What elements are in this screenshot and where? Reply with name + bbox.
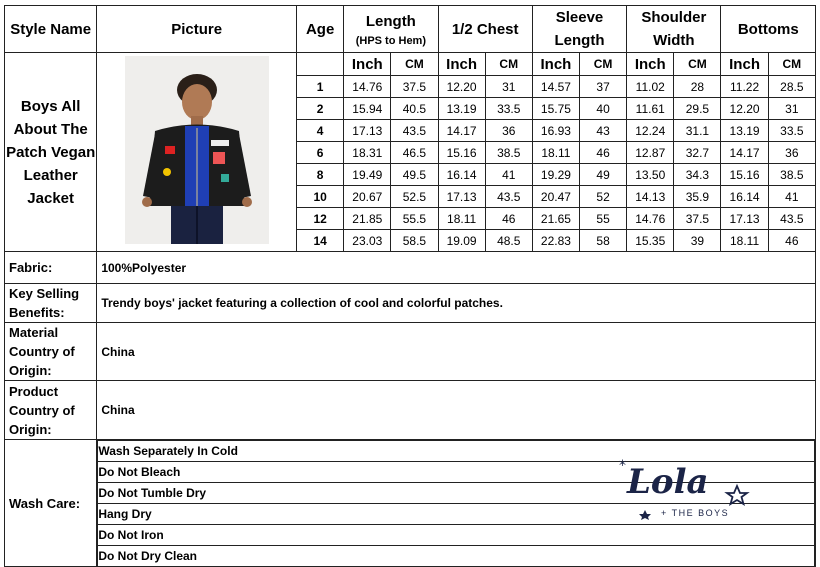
bottoms-cm: 33.5 <box>768 120 815 142</box>
shoulder-cm: 37.5 <box>674 208 721 230</box>
chest-inch: 16.14 <box>438 164 485 186</box>
chest-inch: 13.19 <box>438 98 485 120</box>
header-half-chest: 1/2 Chest <box>438 6 532 53</box>
sleeve-inch: 21.65 <box>532 208 579 230</box>
shoulder-inch: 14.13 <box>627 186 674 208</box>
sleeve-inch: 14.57 <box>532 76 579 98</box>
benefits-label: Key Selling Benefits: <box>5 284 97 323</box>
length-inch: 17.13 <box>344 120 391 142</box>
header-length <box>344 6 438 53</box>
shoulder-inch-unit: Inch <box>627 53 674 76</box>
length-cm: 58.5 <box>391 230 438 252</box>
lola-brand-logo <box>613 456 753 526</box>
chest-cm: 38.5 <box>485 142 532 164</box>
fabric-value: 100%Polyester <box>97 252 816 284</box>
bottoms-inch: 15.16 <box>721 164 768 186</box>
bottoms-cm: 46 <box>768 230 815 252</box>
length-inch: 20.67 <box>344 186 391 208</box>
shoulder-inch: 14.76 <box>627 208 674 230</box>
sleeve-inch: 18.11 <box>532 142 579 164</box>
bottoms-inch: 12.20 <box>721 98 768 120</box>
product-picture <box>97 53 297 252</box>
sleeve-inch-unit: Inch <box>532 53 579 76</box>
length-cm: 55.5 <box>391 208 438 230</box>
age-cell: 8 <box>297 164 344 186</box>
header-length-sub: (HPS to Hem) <box>355 35 426 47</box>
sleeve-inch: 16.93 <box>532 120 579 142</box>
header-style-name: Style Name <box>5 6 97 53</box>
header-shoulder: Shoulder Width <box>627 6 721 53</box>
age-cell: 10 <box>297 186 344 208</box>
header-sleeve: Sleeve Length <box>532 6 626 53</box>
style-name: Boys All About The Patch Vegan Leather Jacket <box>5 53 97 252</box>
length-cm: 37.5 <box>391 76 438 98</box>
sleeve-cm: 52 <box>580 186 627 208</box>
chest-cm: 43.5 <box>485 186 532 208</box>
chest-inch: 18.11 <box>438 208 485 230</box>
chest-cm-unit: CM <box>485 53 532 76</box>
shoulder-cm: 31.1 <box>674 120 721 142</box>
shoulder-cm-unit: CM <box>674 53 721 76</box>
bottoms-cm-unit: CM <box>768 53 815 76</box>
wash-item: Do Not Dry Clean <box>98 546 815 567</box>
header-picture: Picture <box>97 6 297 53</box>
sleeve-inch: 15.75 <box>532 98 579 120</box>
header-length-label: Length <box>365 13 416 30</box>
wash-care-label: Wash Care: <box>5 440 97 567</box>
bottoms-inch: 14.17 <box>721 142 768 164</box>
length-inch: 21.85 <box>344 208 391 230</box>
shoulder-inch: 11.02 <box>627 76 674 98</box>
header-age: Age <box>297 6 344 53</box>
bottoms-inch-unit: Inch <box>721 53 768 76</box>
wash-item: Hang Dry <box>98 504 815 525</box>
length-cm: 46.5 <box>391 142 438 164</box>
chest-cm: 46 <box>485 208 532 230</box>
chest-inch: 12.20 <box>438 76 485 98</box>
sleeve-cm: 58 <box>580 230 627 252</box>
shoulder-cm: 35.9 <box>674 186 721 208</box>
product-origin-label: Product Country of Origin: <box>5 381 97 440</box>
sleeve-inch: 22.83 <box>532 230 579 252</box>
sleeve-cm: 40 <box>580 98 627 120</box>
product-origin-value: China <box>97 381 816 440</box>
length-inch: 19.49 <box>344 164 391 186</box>
boy-jacket-photo-icon <box>125 56 269 244</box>
size-spec-sheet <box>4 5 816 563</box>
shoulder-inch: 13.50 <box>627 164 674 186</box>
bottoms-cm: 31 <box>768 98 815 120</box>
bottoms-inch: 16.14 <box>721 186 768 208</box>
chest-cm: 48.5 <box>485 230 532 252</box>
sleeve-cm: 37 <box>580 76 627 98</box>
shoulder-inch: 12.87 <box>627 142 674 164</box>
spec-table <box>4 5 816 567</box>
svg-text:*: * <box>619 458 626 474</box>
chest-inch: 17.13 <box>438 186 485 208</box>
sleeve-cm: 55 <box>580 208 627 230</box>
bottoms-inch: 17.13 <box>721 208 768 230</box>
bottoms-cm: 38.5 <box>768 164 815 186</box>
wash-item: Do Not Bleach <box>98 462 815 483</box>
length-inch-unit: Inch <box>344 53 391 76</box>
bottoms-cm: 43.5 <box>768 208 815 230</box>
age-cell: 4 <box>297 120 344 142</box>
length-inch: 23.03 <box>344 230 391 252</box>
wash-item: Wash Separately In Cold <box>98 441 815 462</box>
length-cm: 40.5 <box>391 98 438 120</box>
material-origin-label: Material Country of Origin: <box>5 323 97 381</box>
fabric-label: Fabric: <box>5 252 97 284</box>
logo-tagline: + THE BOYS <box>661 508 730 518</box>
sleeve-cm-unit: CM <box>580 53 627 76</box>
shoulder-inch: 12.24 <box>627 120 674 142</box>
bottoms-inch: 18.11 <box>721 230 768 252</box>
length-inch: 15.94 <box>344 98 391 120</box>
chest-cm: 41 <box>485 164 532 186</box>
material-origin-value: China <box>97 323 816 381</box>
sleeve-cm: 49 <box>580 164 627 186</box>
age-cell: 14 <box>297 230 344 252</box>
bottoms-cm: 36 <box>768 142 815 164</box>
sleeve-cm: 46 <box>580 142 627 164</box>
sleeve-inch: 19.29 <box>532 164 579 186</box>
chest-cm: 31 <box>485 76 532 98</box>
chest-inch: 14.17 <box>438 120 485 142</box>
bottoms-cm: 41 <box>768 186 815 208</box>
chest-inch: 19.09 <box>438 230 485 252</box>
chest-inch: 15.16 <box>438 142 485 164</box>
length-cm: 43.5 <box>391 120 438 142</box>
logo-brand-text: Lola <box>627 462 709 502</box>
shoulder-cm: 39 <box>674 230 721 252</box>
shoulder-inch: 11.61 <box>627 98 674 120</box>
age-unit-empty <box>297 53 344 76</box>
wash-item: Do Not Iron <box>98 525 815 546</box>
length-cm: 52.5 <box>391 186 438 208</box>
age-cell: 2 <box>297 98 344 120</box>
age-cell: 12 <box>297 208 344 230</box>
length-inch: 14.76 <box>344 76 391 98</box>
shoulder-inch: 15.35 <box>627 230 674 252</box>
sleeve-cm: 43 <box>580 120 627 142</box>
length-cm-unit: CM <box>391 53 438 76</box>
age-cell: 6 <box>297 142 344 164</box>
length-inch: 18.31 <box>344 142 391 164</box>
chest-cm: 33.5 <box>485 98 532 120</box>
age-cell: 1 <box>297 76 344 98</box>
wash-care-cell <box>97 440 816 567</box>
header-bottoms: Bottoms <box>721 6 816 53</box>
shoulder-cm: 32.7 <box>674 142 721 164</box>
length-cm: 49.5 <box>391 164 438 186</box>
chest-inch-unit: Inch <box>438 53 485 76</box>
benefits-value: Trendy boys' jacket featuring a collection of cool and colorful patches. <box>97 284 816 323</box>
shoulder-cm: 28 <box>674 76 721 98</box>
sleeve-inch: 20.47 <box>532 186 579 208</box>
shoulder-cm: 34.3 <box>674 164 721 186</box>
chest-cm: 36 <box>485 120 532 142</box>
shoulder-cm: 29.5 <box>674 98 721 120</box>
bottoms-cm: 28.5 <box>768 76 815 98</box>
wash-item: Do Not Tumble Dry <box>98 483 815 504</box>
bottoms-inch: 11.22 <box>721 76 768 98</box>
bottoms-inch: 13.19 <box>721 120 768 142</box>
